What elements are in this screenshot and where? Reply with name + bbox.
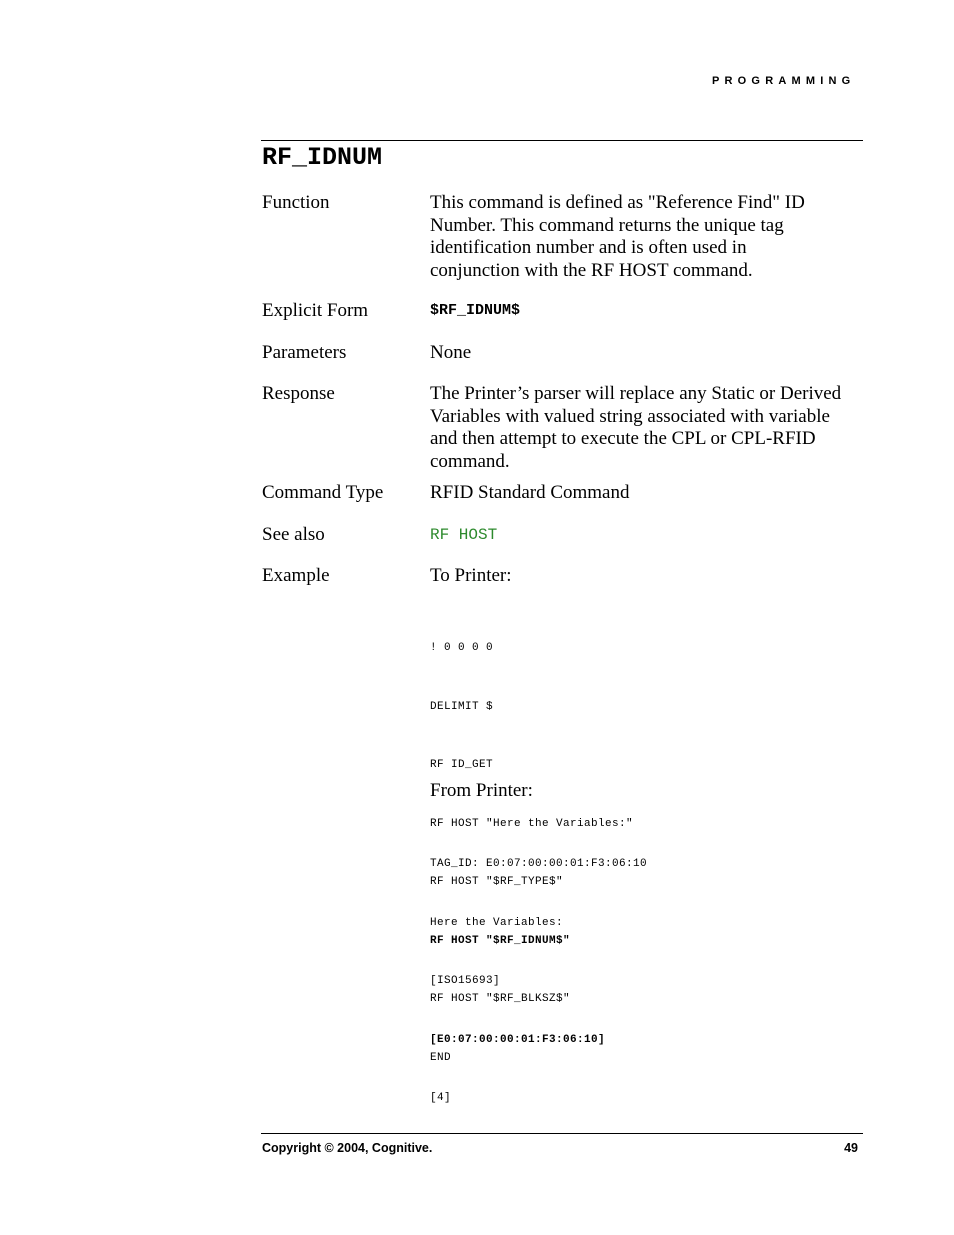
page-number: 49 [844,1141,858,1155]
command-type-value: RFID Standard Command [430,482,630,503]
command-title: RF_IDNUM [262,143,383,172]
code-line: ! 0 0 0 0 [430,642,494,654]
bottom-divider [261,1133,863,1134]
code-line: RF HOST "Here the Variables:" [430,817,634,830]
code-line: TAG_ID: E0:07:00:00:01:F3:06:10 [430,858,648,870]
from-printer-heading: From Printer: [430,780,533,801]
from-printer-code-block [430,816,647,1128]
code-line: END [430,1051,452,1064]
see-also-label: See also [262,524,325,545]
code-line-highlighted: RF HOST "$RF_IDNUM$" [430,934,571,947]
code-line: RF HOST "$RF_BLKSZ$" [430,993,571,1005]
code-line: DELIMIT $ [430,700,494,713]
code-line: [ISO15693] [430,975,501,987]
top-divider [261,140,863,141]
command-type-label: Command Type [262,482,384,503]
function-description: This command is defined as "Reference Find" ID Number. This command returns the unique tag identification number and is often used in conjunction with the RF HOST command. [430,192,805,281]
example-label: Example [262,565,330,586]
see-also-link[interactable]: RF HOST [430,526,498,544]
code-line: Here the Variables: [430,916,564,929]
response-description: The Printer’s parser will replace any Static or Derived Variables with valued string associated with variable and then attempt to execute the CPL or CPL-RFID command. [430,383,842,472]
function-label: Function [262,192,330,213]
explicit-form-value: $RF_IDNUM$ [430,302,521,319]
parameters-value: None [430,342,472,363]
code-line-highlighted: [E0:07:00:00:01:F3:06:10] [430,1033,606,1046]
explicit-form-label: Explicit Form [262,300,369,321]
footer-copyright: Copyright © 2004, Cognitive. [262,1141,433,1155]
to-printer-heading: To Printer: [430,565,512,586]
code-line: RF ID_GET [430,759,494,771]
parameters-label: Parameters [262,342,347,363]
response-label: Response [262,383,335,404]
code-line: RF HOST "$RF_TYPE$" [430,876,564,888]
code-line: [4] [430,1092,452,1104]
section-header: PROGRAMMING [712,75,856,87]
